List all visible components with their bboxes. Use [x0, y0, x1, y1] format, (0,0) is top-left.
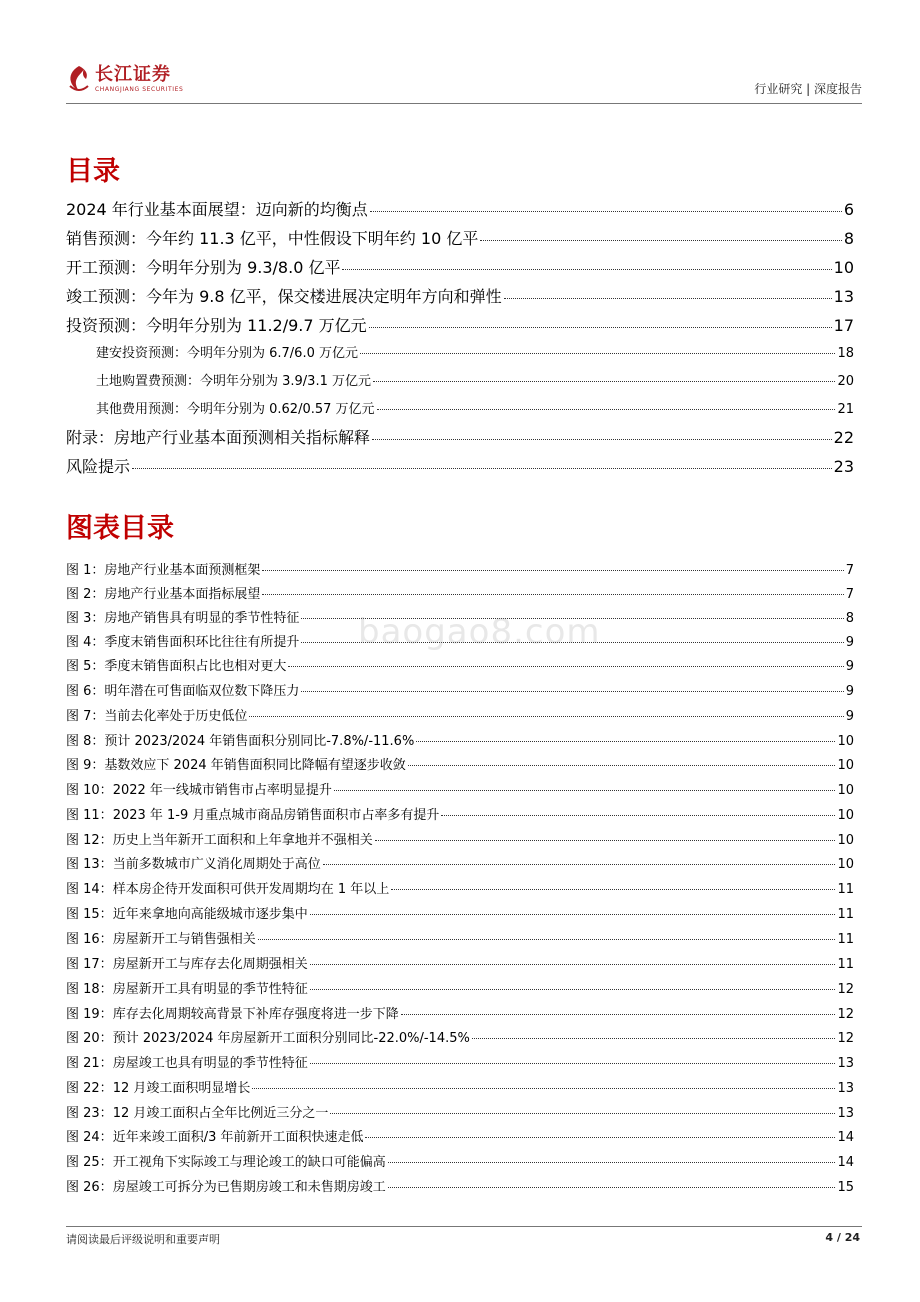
dot-leader [472, 1038, 836, 1039]
figure-label: 库存去化周期较高背景下补库存强度将进一步下降 [112, 1007, 399, 1022]
figure-number: 图 21： [66, 1056, 113, 1071]
footer-disclaimer: 请阅读最后评级说明和重要声明 [66, 1233, 220, 1246]
toc-subentry[interactable] [96, 342, 854, 364]
dot-leader [334, 790, 836, 791]
figure-page: 10 [837, 857, 854, 872]
figure-number: 图 3： [66, 611, 105, 626]
figure-page: 9 [845, 684, 854, 699]
figure-label: 开工视角下实际竣工与理论竣工的缺口可能偏高 [112, 1155, 386, 1170]
logo-emblem-icon [66, 64, 92, 94]
figure-entry[interactable] [66, 680, 854, 702]
figure-entry[interactable] [66, 903, 854, 925]
toc-title: 目录 [66, 156, 120, 187]
figure-label: 房地产行业基本面指标展望 [104, 587, 261, 602]
dot-leader [416, 741, 835, 742]
figure-page: 11 [837, 957, 854, 972]
figure-page: 10 [837, 808, 854, 823]
figure-page: 11 [837, 907, 854, 922]
figure-entry[interactable] [66, 1052, 854, 1074]
figure-label: 明年潜在可售面临双位数下降压力 [104, 684, 300, 699]
toc-entry[interactable] [66, 197, 854, 223]
dot-leader [252, 1088, 835, 1089]
figure-page: 13 [837, 1056, 854, 1071]
figure-number: 图 22： [66, 1081, 113, 1096]
figure-page: 11 [837, 932, 854, 947]
figure-page: 10 [837, 734, 854, 749]
figure-label: 预计 2023/2024 年销售面积分别同比-7.8%/-11.6% [104, 734, 415, 749]
dot-leader [408, 765, 836, 766]
dot-leader [262, 570, 843, 571]
dot-leader [369, 327, 832, 328]
figure-label: 基数效应下 2024 年销售面积同比降幅有望逐步收敛 [104, 758, 406, 773]
page-header [66, 64, 862, 102]
figure-number: 图 6： [66, 684, 105, 699]
figure-page: 9 [845, 659, 854, 674]
dot-leader [388, 1187, 836, 1188]
figure-label: 近年来竣工面积/3 年前新开工面积快速走低 [112, 1130, 364, 1145]
figure-label: 房地产销售具有明显的季节性特征 [104, 611, 300, 626]
dot-leader [132, 468, 832, 469]
figure-label: 近年来拿地向高能级城市逐步集中 [112, 907, 308, 922]
figure-label: 2022 年一线城市销售市占率明显提升 [112, 783, 332, 798]
figure-number: 图 18： [66, 982, 113, 997]
toc-entry-label: 投资预测：今明年分别为 11.2/9.7 万亿元 [66, 316, 367, 335]
dot-leader [372, 439, 832, 440]
toc-entry-page: 13 [833, 287, 854, 306]
figures-title: 图表目录 [66, 513, 174, 544]
figure-entry[interactable] [66, 853, 854, 875]
figure-entry[interactable] [66, 1176, 854, 1198]
figure-label: 房地产行业基本面预测框架 [104, 563, 261, 578]
toc-entry-label: 风险提示 [66, 457, 131, 476]
dot-leader [360, 353, 835, 354]
figure-number: 图 5： [66, 659, 105, 674]
figure-page: 7 [845, 563, 854, 578]
figure-number: 图 1： [66, 563, 105, 578]
figure-label: 当前去化率处于历史低位 [104, 709, 248, 724]
figure-label: 季度末销售面积占比也相对更大 [104, 659, 287, 674]
toc-entry-label: 竣工预测：今年为 9.8 亿平，保交楼进展决定明年方向和弹性 [66, 287, 502, 306]
toc-entry-page: 8 [843, 229, 854, 248]
figure-page: 9 [845, 709, 854, 724]
toc-entry-page: 23 [833, 457, 854, 476]
figure-entry[interactable] [66, 730, 854, 752]
figure-entry[interactable] [66, 754, 854, 776]
figure-entry[interactable] [66, 583, 854, 605]
toc-entry[interactable] [66, 313, 854, 339]
page-indicator: 4 / 24 [825, 1231, 860, 1244]
figure-number: 图 8： [66, 734, 105, 749]
figure-label: 当前多数城市广义消化周期处于高位 [112, 857, 321, 872]
toc-entry-label: 开工预测：今明年分别为 9.3/8.0 亿平 [66, 258, 341, 277]
toc-subentry[interactable] [96, 398, 854, 420]
company-logo [66, 64, 183, 100]
toc-entry-page: 18 [837, 346, 854, 361]
figure-number: 图 17： [66, 957, 113, 972]
figure-label: 样本房企待开发面积可供开发周期均在 1 年以上 [112, 882, 390, 897]
dot-leader [258, 939, 836, 940]
figure-page: 12 [837, 1031, 854, 1046]
figure-entry[interactable] [66, 1151, 854, 1173]
dot-leader [388, 1162, 836, 1163]
figure-number: 图 16： [66, 932, 113, 947]
dot-leader [330, 1113, 835, 1114]
figure-number: 图 26： [66, 1180, 113, 1195]
figure-label: 2023 年 1-9 月重点城市商品房销售面积市占率多有提升 [112, 808, 440, 823]
dot-leader [377, 409, 836, 410]
figure-label: 房屋新开工具有明显的季节性特征 [112, 982, 308, 997]
dot-leader [441, 815, 835, 816]
dot-leader [401, 1014, 836, 1015]
figure-page: 8 [845, 611, 854, 626]
toc-entry-page: 20 [837, 374, 854, 389]
figure-entry[interactable] [66, 829, 854, 851]
figure-label: 12 月竣工面积明显增长 [112, 1081, 251, 1096]
figure-entry[interactable] [66, 953, 854, 975]
figure-number: 图 13： [66, 857, 113, 872]
figure-label: 房屋竣工可拆分为已售期房竣工和未售期房竣工 [112, 1180, 386, 1195]
figure-number: 图 9： [66, 758, 105, 773]
watermark: baogao8.com [358, 612, 601, 652]
dot-leader [365, 1137, 835, 1138]
logo-text-en: CHANGJIANG SECURITIES [95, 86, 184, 93]
dot-leader [373, 381, 835, 382]
figure-entry[interactable] [66, 1077, 854, 1099]
figure-number: 图 14： [66, 882, 113, 897]
figure-number: 图 23： [66, 1106, 113, 1121]
dot-leader [370, 211, 842, 212]
toc-subentry[interactable] [96, 370, 854, 392]
figure-page: 11 [837, 882, 854, 897]
figure-page: 10 [837, 833, 854, 848]
figure-page: 9 [845, 635, 854, 650]
figure-entry[interactable] [66, 804, 854, 826]
toc-entry-label: 2024 年行业基本面展望：迈向新的均衡点 [66, 200, 368, 219]
figure-page: 10 [837, 783, 854, 798]
figure-entry[interactable] [66, 978, 854, 1000]
dot-leader [249, 716, 843, 717]
figure-number: 图 15： [66, 907, 113, 922]
figure-number: 图 10： [66, 783, 113, 798]
figure-page: 13 [837, 1081, 854, 1096]
figure-entry[interactable] [66, 655, 854, 677]
figure-page: 12 [837, 982, 854, 997]
logo-text-cn: 长江证券 [95, 64, 171, 85]
report-category: 行业研究 | 深度报告 [754, 82, 862, 96]
toc-entry-label: 其他费用预测：今明年分别为 0.62/0.57 万亿元 [96, 402, 375, 417]
figure-entry[interactable] [66, 705, 854, 727]
dot-leader [288, 666, 843, 667]
toc-entry-page: 10 [833, 258, 854, 277]
dot-leader [262, 594, 843, 595]
figure-label: 房屋新开工与销售强相关 [112, 932, 256, 947]
toc-entry[interactable] [66, 454, 854, 480]
figure-page: 12 [837, 1007, 854, 1022]
figure-page: 14 [837, 1155, 854, 1170]
figure-page: 10 [837, 758, 854, 773]
dot-leader [301, 691, 843, 692]
dot-leader [391, 889, 835, 890]
figure-label: 预计 2023/2024 年房屋新开工面积分别同比-22.0%/-14.5% [112, 1031, 470, 1046]
toc-entry-label: 销售预测：今年约 11.3 亿平，中性假设下明年约 10 亿平 [66, 229, 479, 248]
header-divider [66, 103, 862, 104]
toc-entry[interactable] [66, 255, 854, 281]
figure-number: 图 19： [66, 1007, 113, 1022]
figure-entry[interactable] [66, 779, 854, 801]
dot-leader [310, 914, 836, 915]
figure-page: 14 [837, 1130, 854, 1145]
toc-entry-page: 22 [833, 428, 854, 447]
dot-leader [310, 989, 836, 990]
toc-entry-page: 21 [837, 402, 854, 417]
toc-entry-label: 土地购置费预测：今明年分别为 3.9/3.1 万亿元 [96, 374, 371, 389]
figure-entry[interactable] [66, 1102, 854, 1124]
figure-number: 图 11： [66, 808, 113, 823]
dot-leader [504, 298, 832, 299]
figure-label: 房屋新开工与库存去化周期强相关 [112, 957, 308, 972]
figure-number: 图 2： [66, 587, 105, 602]
figure-entry[interactable] [66, 1126, 854, 1148]
figure-number: 图 4： [66, 635, 105, 650]
toc-entry-page: 17 [833, 316, 854, 335]
figure-entry[interactable] [66, 559, 854, 581]
figure-entry[interactable] [66, 1027, 854, 1049]
dot-leader [342, 269, 831, 270]
figure-number: 图 7： [66, 709, 105, 724]
toc-entry[interactable] [66, 425, 854, 451]
figure-number: 图 12： [66, 833, 113, 848]
figure-label: 12 月竣工面积占全年比例近三分之一 [112, 1106, 329, 1121]
figure-entry[interactable] [66, 1003, 854, 1025]
dot-leader [310, 964, 836, 965]
dot-leader [323, 864, 836, 865]
toc-entry-page: 6 [843, 200, 854, 219]
figure-label: 季度末销售面积环比往往有所提升 [104, 635, 300, 650]
toc-entry[interactable] [66, 284, 854, 310]
dot-leader [480, 240, 841, 241]
figure-page: 7 [845, 587, 854, 602]
toc-entry-label: 建安投资预测：今明年分别为 6.7/6.0 万亿元 [96, 346, 358, 361]
figure-number: 图 25： [66, 1155, 113, 1170]
figure-number: 图 20： [66, 1031, 113, 1046]
dot-leader [310, 1063, 836, 1064]
figure-page: 13 [837, 1106, 854, 1121]
toc-entry[interactable] [66, 226, 854, 252]
figure-page: 15 [837, 1180, 854, 1195]
toc-entry-label: 附录：房地产行业基本面预测相关指标解释 [66, 428, 371, 447]
figure-label: 历史上当年新开工面积和上年拿地并不强相关 [112, 833, 373, 848]
figure-entry[interactable] [66, 878, 854, 900]
figure-number: 图 24： [66, 1130, 113, 1145]
footer-divider [66, 1226, 862, 1227]
figure-entry[interactable] [66, 928, 854, 950]
dot-leader [375, 840, 836, 841]
figure-label: 房屋竣工也具有明显的季节性特征 [112, 1056, 308, 1071]
